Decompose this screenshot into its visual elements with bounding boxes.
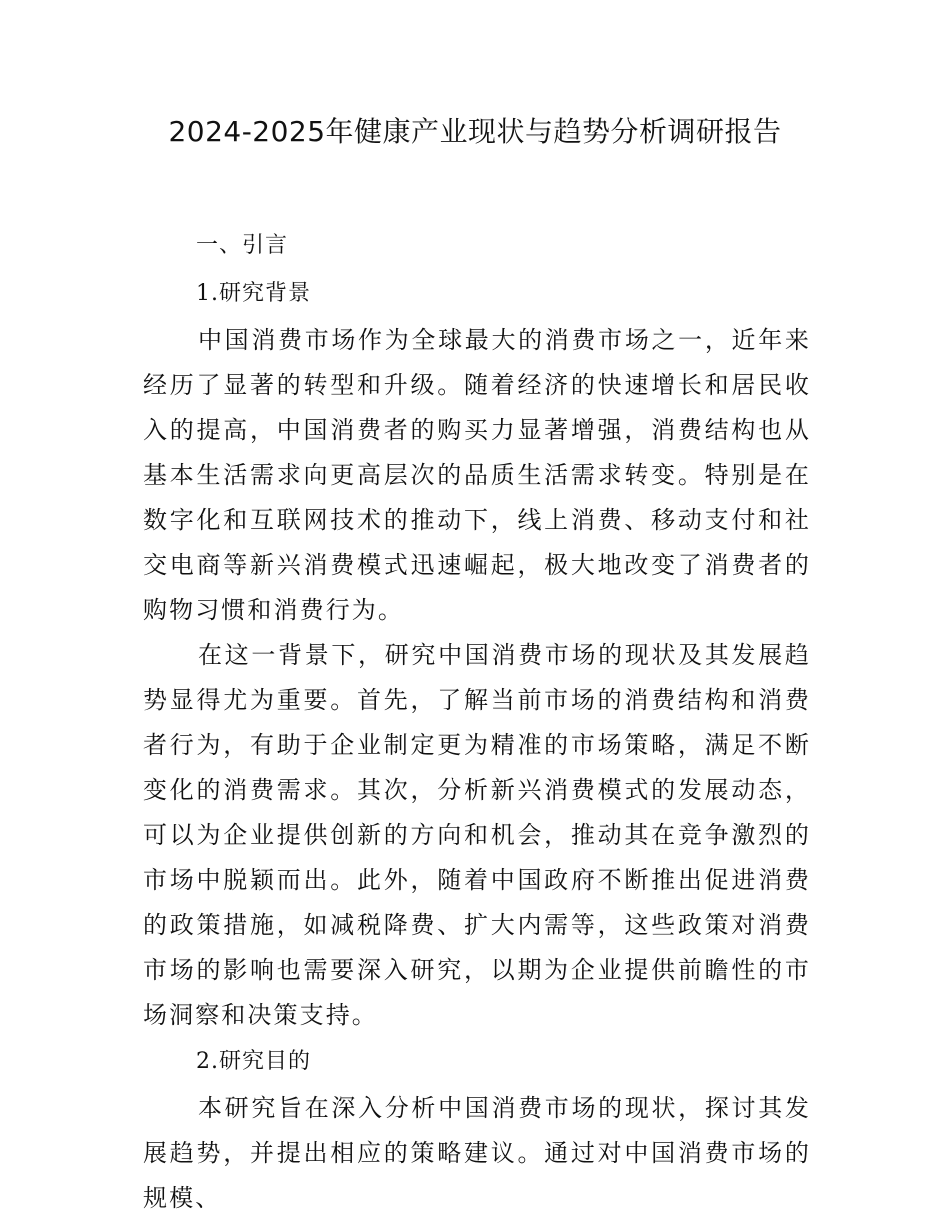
subsection-heading-background: 1.研究背景 — [196, 281, 311, 306]
document-body — [143, 222, 811, 1221]
subsection-heading-purpose: 2.研究目的 — [196, 1049, 311, 1074]
paragraph-background-2: 在这一背景下，研究中国消费市场的现状及其发展趋势显得尤为重要。首先，了解当前市场的消费结构和消费者行为，有助于企业制定更为精准的市场策略，满足不断变化的消费需求。其次，分析新兴消费模式的发展动态，可以为企业提供创新的方向和机会，推动其在竞争激烈的市场中脱颖而出。此外，随着中国政府不断推出促进消费的政策措施，如减税降费、扩大内需等，这些政策对消费市场的影响也需要深入研究，以期为企业提供前瞻性的市场洞察和决策支持。 — [143, 641, 811, 1029]
section-heading-introduction: 一、引言 — [196, 233, 289, 258]
paragraph-purpose-1: 本研究旨在深入分析中国消费市场的现状，探讨其发展趋势，并提出相应的策略建议。通过对中国消费市场的规模、 — [143, 1094, 811, 1212]
document-title: 2024-2025年健康产业现状与趋势分析调研报告 — [168, 115, 782, 148]
paragraph-background-1: 中国消费市场作为全球最大的消费市场之一，近年来经历了显著的转型和升级。随着经济的快速增长和居民收入的提高，中国消费者的购买力显著增强，消费结构也从基本生活需求向更高层次的品质生活需求转变。特别是在数字化和互联网技术的推动下，线上消费、移动支付和社交电商等新兴消费模式迅速崛起，极大地改变了消费者的购物习惯和消费行为。 — [143, 326, 811, 624]
